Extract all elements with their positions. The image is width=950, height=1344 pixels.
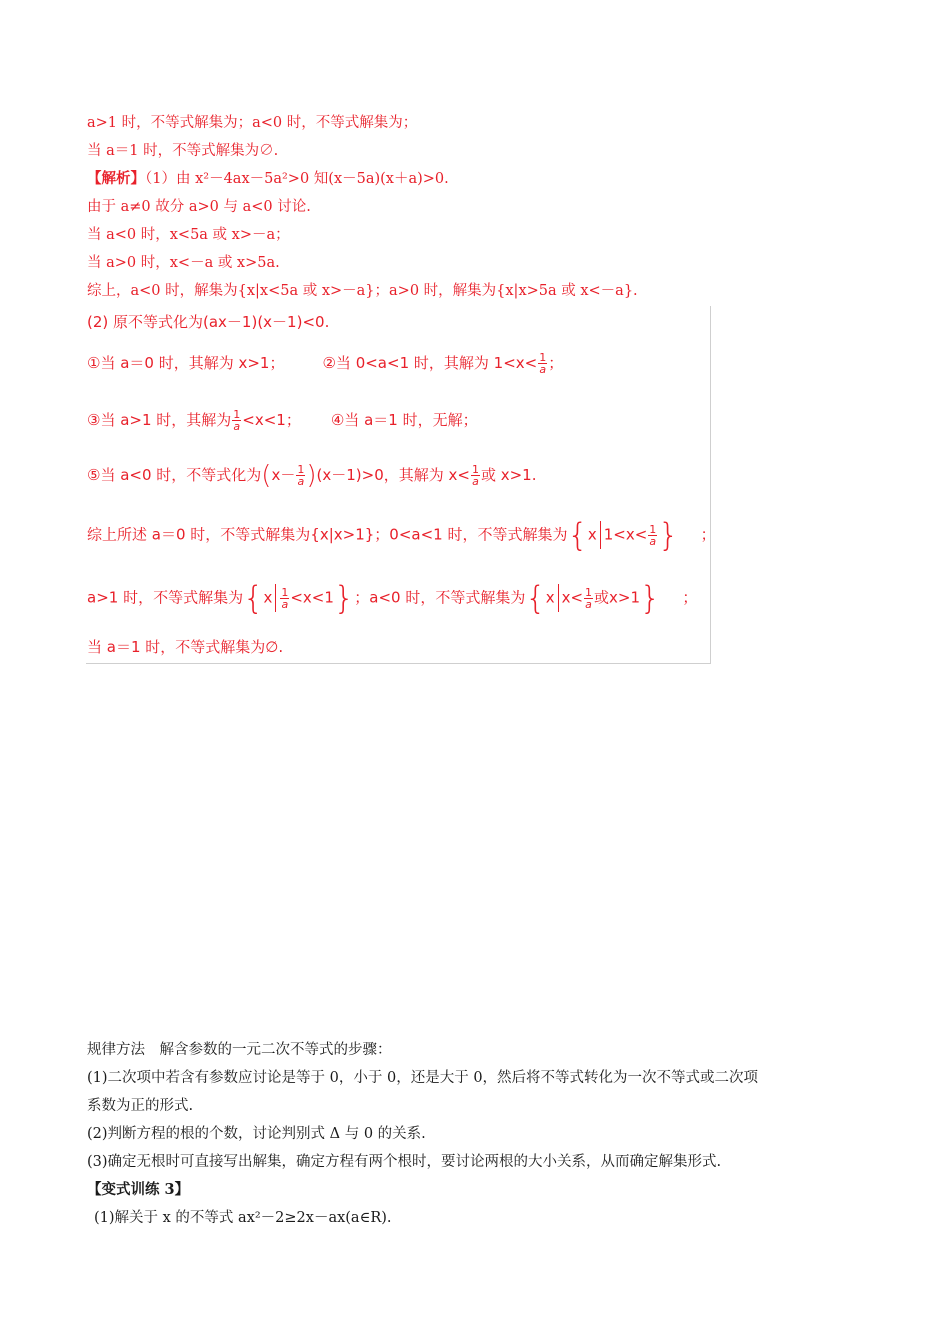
fraction-1-over-a: $\frac{1}{a}$ (281, 585, 289, 611)
fraction-1-over-a: $\frac{1}{a}$ (585, 585, 593, 611)
analysis-text: （1）由 x²－4ax－5a²>0 知(x－5a)(x＋a)>0. (145, 171, 449, 187)
text-line-6: 当 a>0 时，x<－a 或 x>5a. (87, 255, 280, 271)
case-5: ⑤当 a<0 时，不等式化为 (87, 466, 262, 484)
panel-line-2: ①当 a＝0 时，其解为 x>1； ②当 0<a<1 时，其解为 1<x< $\frac{1}{a}$ ； (87, 351, 564, 376)
case-3: ③当 a>1 时，其解为 (87, 411, 232, 429)
panel-line-1: (2) 原不等式化为(ax－1)(x－1)<0. (87, 313, 330, 331)
panel-border-bottom (86, 663, 711, 664)
method-step-1-cont: 系数为正的形式. (87, 1098, 194, 1114)
panel-border-right (710, 306, 711, 664)
case-1: ①当 a＝0 时，其解为 x>1； (87, 354, 285, 372)
panel-line-3: ③当 a>1 时，其解为 $\frac{1}{a}$ <x<1； ④当 a＝1 时，无解； (87, 408, 478, 433)
panel-line-6: a>1 时，不等式解集为{x $\frac{1}{a}$ <x<1}；a<0 时，不等式解集为{x x< $\frac{1}{a}$ 或x>1} ； (87, 579, 698, 617)
method-step-2: (2)判断方程的根的个数，讨论判别式 Δ 与 0 的关系. (87, 1126, 426, 1142)
panel-line-4: ⑤当 a<0 时，不等式化为(x－ $\frac{1}{a}$ )(x－1)>0，其解为 x< $\frac{1}{a}$ 或 x>1. (87, 460, 537, 491)
text-line-3 (87, 169, 449, 189)
text-line-1: a>1 时，不等式解集为；a<0 时，不等式解集为； (87, 115, 418, 131)
text-line-7: 综上，a<0 时，解集为{x|x<5a 或 x>－a}；a>0 时，解集为{x|x>5a 或 x<－a}. (87, 283, 638, 299)
text-line-5: 当 a<0 时，x<5a 或 x>－a； (87, 227, 290, 243)
fraction-1-over-a: $\frac{1}{a}$ (233, 408, 241, 433)
text-line-2: 当 a＝1 时，不等式解集为∅. (87, 143, 279, 159)
method-step-1: (1)二次项中若含有参数应讨论是等于 0，小于 0，还是大于 0，然后将不等式转化为一次不等式或二次项 (87, 1070, 759, 1086)
fraction-1-over-a: $\frac{1}{a}$ (471, 463, 479, 488)
fraction-1-over-a: $\frac{1}{a}$ (539, 351, 547, 376)
text-line-4: 由于 a≠0 故分 a>0 与 a<0 讨论. (87, 199, 311, 215)
case-2: ②当 0<a<1 时，其解为 1<x< (322, 354, 538, 372)
case-4: ④当 a＝1 时，无解； (330, 411, 478, 429)
exercise-heading: 【变式训练 3】 (87, 1181, 190, 1198)
panel-line-5: 综上所述 a＝0 时，不等式解集为{x|x>1}；0<a<1 时，不等式解集为{x 1<x< $\frac{1}{a}$ } ； (87, 516, 716, 554)
summary-2: a>1 时，不等式解集为 (87, 588, 244, 607)
fraction-1-over-a: $\frac{1}{a}$ (297, 463, 305, 488)
method-step-3: (3)确定无根时可直接写出解集，确定方程有两个根时，要讨论两根的大小关系，从而确定解集形式. (87, 1154, 722, 1170)
method-heading: 规律方法 解含参数的一元二次不等式的步骤： (87, 1042, 392, 1058)
summary-1: 综上所述 a＝0 时，不等式解集为{x|x>1}；0<a<1 时，不等式解集为 (87, 525, 568, 544)
panel-line-7: 当 a＝1 时，不等式解集为∅. (87, 638, 284, 656)
exercise-question-1: (1)解关于 x 的不等式 ax²－2≥2x－ax(a∈R). (94, 1210, 392, 1226)
analysis-tag: 【解析】 (87, 170, 145, 187)
fraction-1-over-a: $\frac{1}{a}$ (649, 522, 657, 548)
